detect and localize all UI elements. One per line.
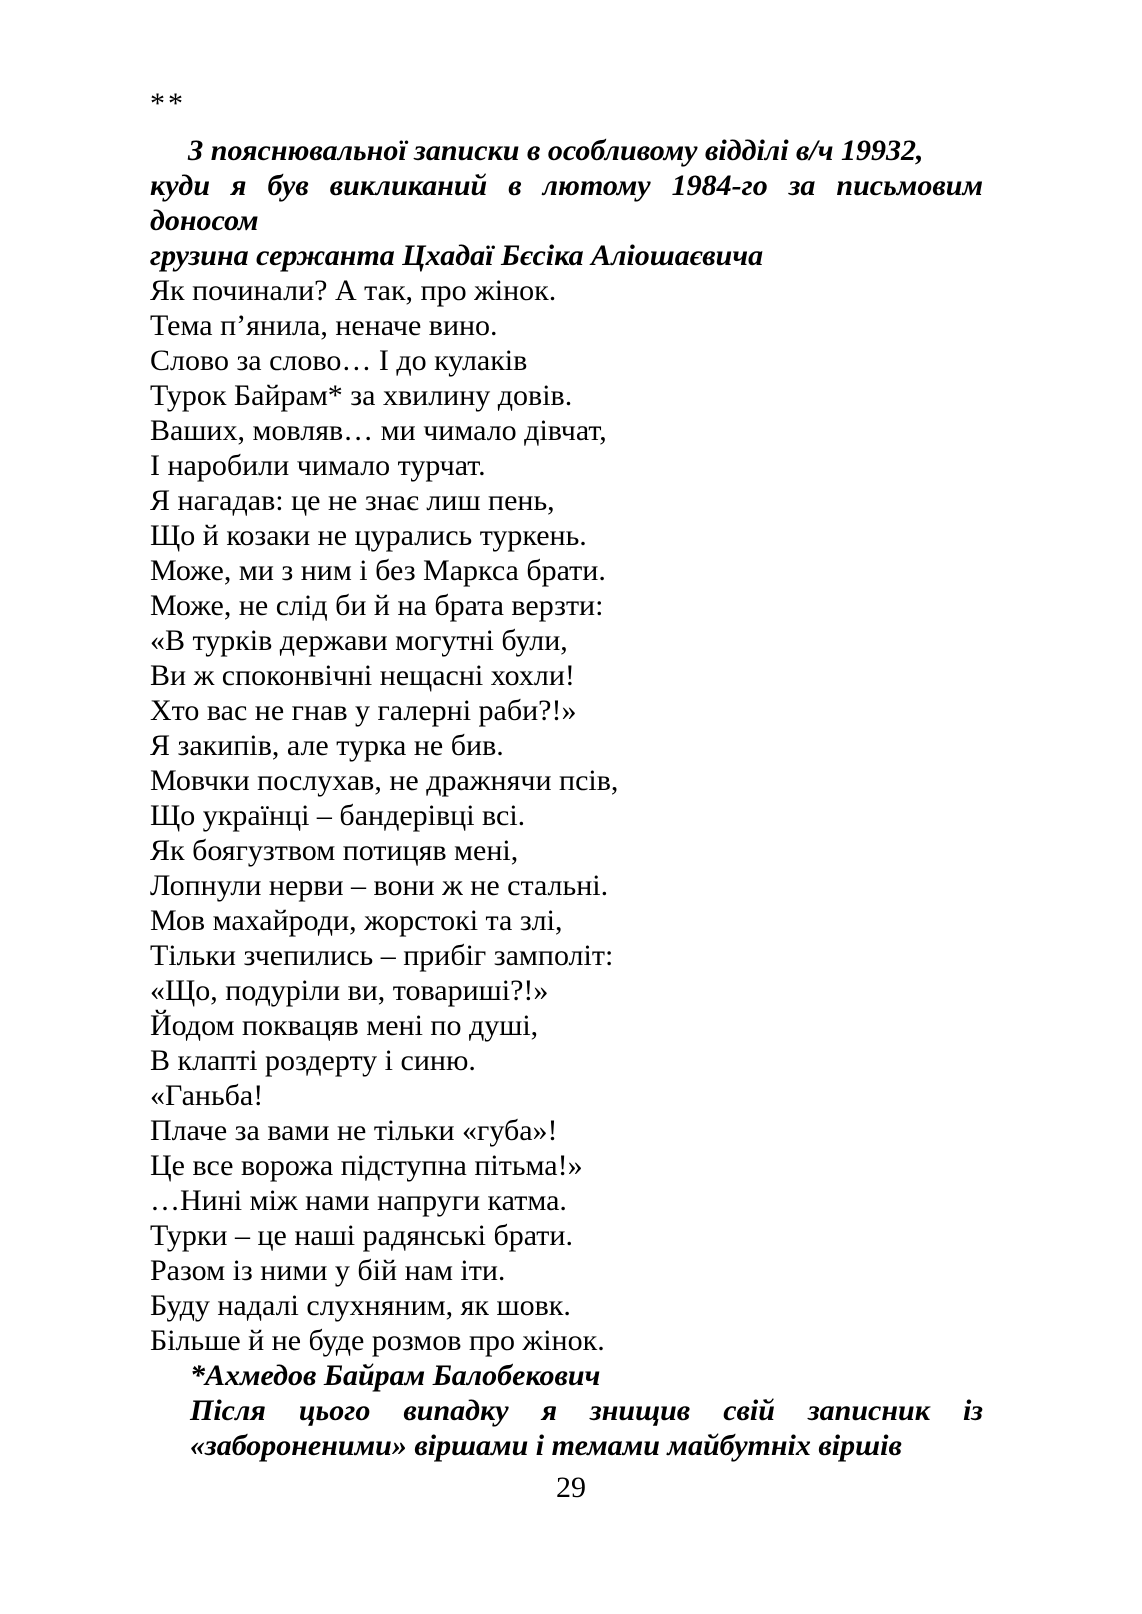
page-number: 29 (556, 1471, 586, 1504)
footnote-line: «забороненими» віршами і темами майбутніх віршів (190, 1429, 902, 1462)
poem-line: Може, ми з ним і без Маркса брати. (150, 554, 606, 587)
preface (150, 133, 983, 273)
poem-line: Я нагадав: це не знає лиш пень, (150, 484, 555, 517)
poem-line: Тільки зчепились – прибіг замполіт: (150, 939, 614, 972)
poem-line: Може, не слід би й на брата верзти: (150, 589, 604, 622)
poem-line: Що українці – бандерівці всі. (150, 799, 526, 832)
poem-line: Що й козаки не цурались туркень. (150, 519, 587, 552)
poem (150, 273, 983, 1358)
preface-line: грузина сержанта Цхадаї Бєсіка Аліошаєвича (150, 239, 764, 272)
poem-line: Йодом поквацяв мені по душі, (150, 1009, 539, 1042)
poem-line: Слово за слово… І до кулаків (150, 344, 528, 377)
poem-line: «Що, подуріли ви, товариші?!» (150, 974, 549, 1007)
poem-line: «В турків держави могутні були, (150, 624, 568, 657)
poem-line: …Нині між нами напруги катма. (150, 1184, 567, 1217)
poem-line: Я закипів, але турка не бив. (150, 729, 504, 762)
poem-line: Як боягузтвом потицяв мені, (150, 834, 519, 867)
poem-line: Ви ж споконвічні нещасні хохли! (150, 659, 575, 692)
preface-line: З пояснювальної записки в особливому відділі в/ч 19932, (188, 134, 924, 167)
preface-line: куди я був викликаний в лютому 1984-го за письмовим доносом (150, 169, 983, 237)
poem-line: Мовчки послухав, не дражнячи псів, (150, 764, 619, 797)
poem-line: І наробили чимало турчат. (150, 449, 486, 482)
poem-line: Разом із ними у бій нам іти. (150, 1254, 506, 1287)
poem-line: Більше й не буде розмов про жінок. (150, 1324, 605, 1357)
poem-line: В клапті роздерту і синю. (150, 1044, 476, 1077)
poem-line: Це все ворожа підступна пітьма!» (150, 1149, 583, 1182)
footnote-line: Після цього випадку я знищив свій записник із (190, 1394, 983, 1427)
poem-line: «Ганьба! (150, 1079, 264, 1112)
poem-line: Лопнули нерви – вони ж не стальні. (150, 869, 609, 902)
poem-line: Хто вас не гнав у галерні раби?!» (150, 694, 577, 727)
poem-line: Буду надалі слухняним, як шовк. (150, 1289, 571, 1322)
section-marker: ** (150, 87, 186, 120)
poem-line: Як починали? А так, про жінок. (150, 274, 557, 307)
poem-line: Мов махайроди, жорстокі та злі, (150, 904, 563, 937)
poem-line: Турок Байрам* за хвилину довів. (150, 379, 573, 412)
footnote (190, 1358, 983, 1463)
footnote-line: *Ахмедов Байрам Балобекович (190, 1359, 601, 1392)
poem-line: Турки – це наші радянські брати. (150, 1219, 573, 1252)
page-content (150, 86, 983, 1463)
poem-line: Ваших, мовляв… ми чимало дівчат, (150, 414, 607, 447)
poem-line: Тема п’янила, неначе вино. (150, 309, 498, 342)
poem-line: Плаче за вами не тільки «губа»! (150, 1114, 558, 1147)
